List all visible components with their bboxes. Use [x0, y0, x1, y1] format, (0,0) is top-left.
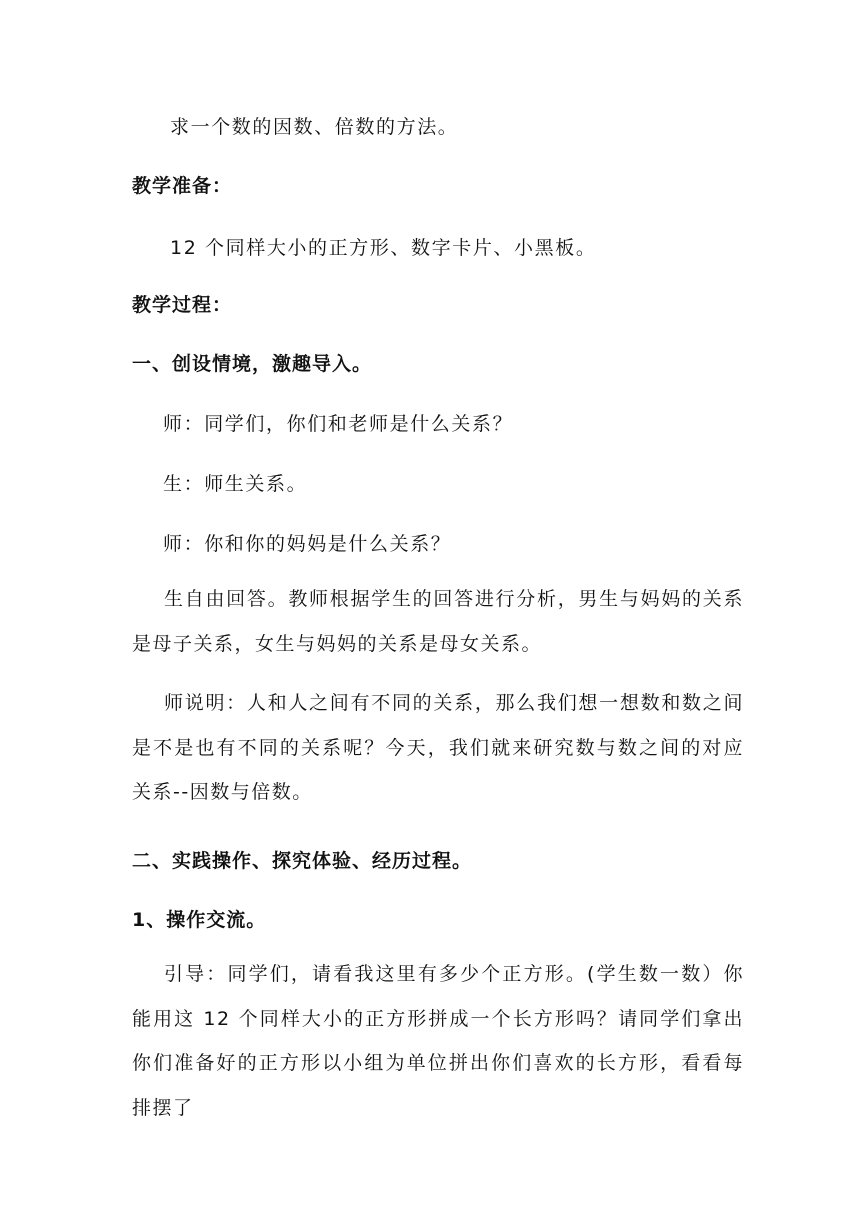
section2-heading: 二、实践操作、探究体验、经历过程。	[132, 850, 473, 872]
sub1-heading: 1、操作交流。	[132, 909, 267, 931]
process-heading: 教学过程：	[132, 294, 233, 316]
paragraph-2: 师说明：人和人之间有不同的关系，那么我们想一想数和数之间是不是也有不同的关系呢？今天，我们就来研究数与数之间的对应关系--因数与倍数。	[132, 692, 744, 803]
dialog-line-2: 生：师生关系。	[163, 473, 308, 495]
dialog-line-3: 师：你和你的妈妈是什么关系？	[163, 533, 452, 555]
dialog-line-1: 师：同学们，你们和老师是什么关系？	[163, 413, 514, 435]
prep-text: 12 个同样大小的正方形、数字卡片、小黑板。	[170, 237, 597, 259]
section1-heading: 一、创设情境，激趣导入。	[132, 353, 373, 375]
paragraph-3: 引导：同学们，请看我这里有多少个正方形。(学生数一数）你能用这 12 个同样大小的正方形拼成一个长方形吗？请同学们拿出你们准备好的正方形以小组为单位拼出你们喜欢的长方形，看看每排摆了	[132, 963, 744, 1119]
prep-heading: 教学准备：	[132, 175, 233, 197]
paragraph-1: 生自由回答。教师根据学生的回答进行分析，男生与妈妈的关系是母子关系，女生与妈妈的关系是母女关系。	[132, 588, 744, 655]
method-line: 求一个数的因数、倍数的方法。	[170, 116, 459, 138]
